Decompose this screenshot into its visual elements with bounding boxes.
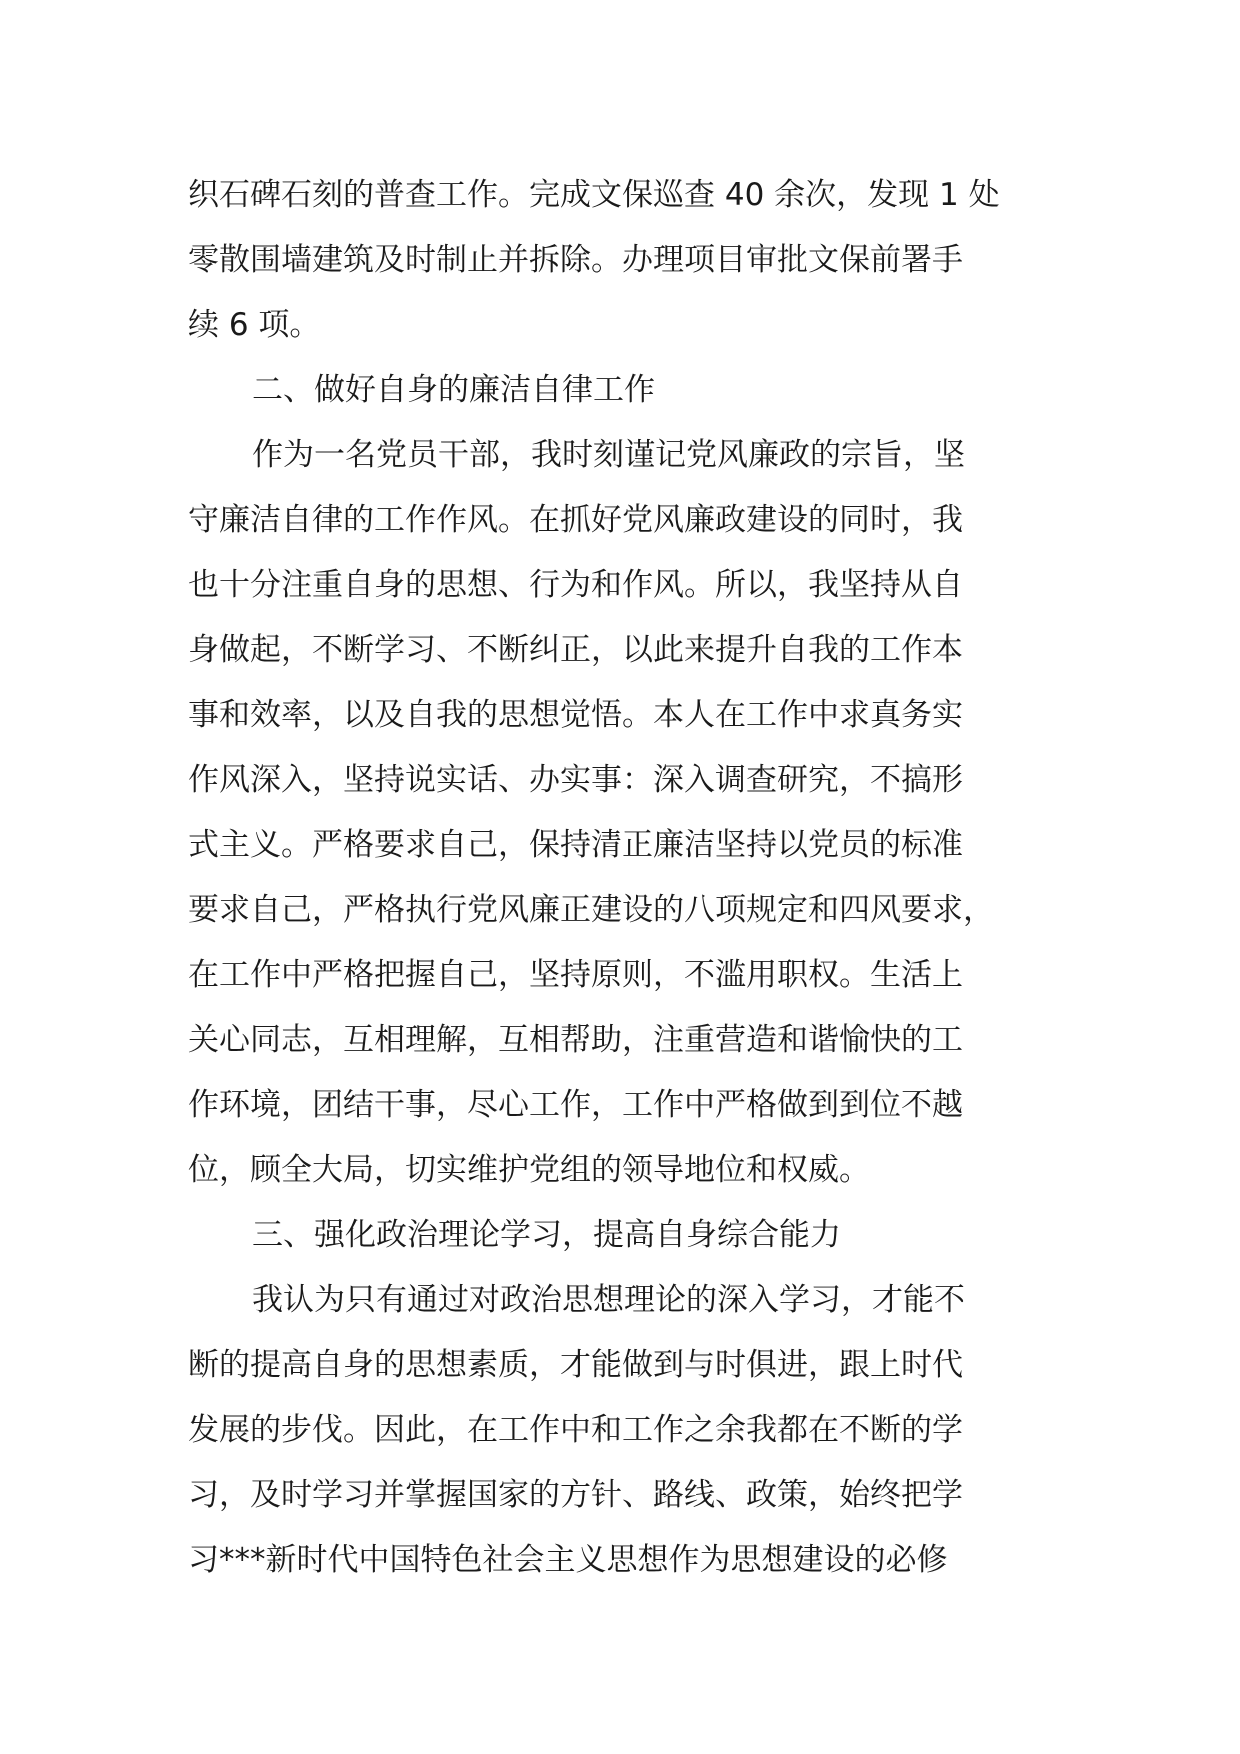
paragraph-start-line: 三、强化政治理论学习，提高自身综合能力 xyxy=(252,1217,841,1253)
text-line: 织石碑石刻的普查工作。完成文保巡查 40 余次，发现 1 处 xyxy=(188,177,1000,213)
text-line: 作风深入，坚持说实话、办实事：深入调查研究，不搞形 xyxy=(188,762,963,798)
text-line: 在工作中严格把握自己，坚持原则，不滥用职权。生活上 xyxy=(188,957,963,993)
text-line: 习，及时学习并掌握国家的方针、路线、政策，始终把学 xyxy=(188,1477,963,1513)
text-line: 习***新时代中国特色社会主义思想作为思想建设的必修 xyxy=(188,1542,948,1578)
text-line: 续 6 项。 xyxy=(188,307,321,343)
text-line: 身做起，不断学习、不断纠正，以此来提升自我的工作本 xyxy=(188,632,963,668)
paragraph-start-line: 二、做好自身的廉洁自律工作 xyxy=(252,372,655,408)
paragraph-start-line: 我认为只有通过对政治思想理论的深入学习，才能不 xyxy=(252,1282,965,1318)
text-line: 事和效率，以及自我的思想觉悟。本人在工作中求真务实 xyxy=(188,697,963,733)
text-line: 也十分注重自身的思想、行为和作风。所以，我坚持从自 xyxy=(188,567,963,603)
text-line: 式主义。严格要求自己，保持清正廉洁坚持以党员的标准 xyxy=(188,827,963,863)
text-line: 断的提高自身的思想素质，才能做到与时俱进，跟上时代 xyxy=(188,1347,963,1383)
document-body xyxy=(188,163,1088,1593)
text-line: 要求自己，严格执行党风廉正建设的八项规定和四风要求， xyxy=(188,892,994,928)
text-line: 守廉洁自律的工作作风。在抓好党风廉政建设的同时，我 xyxy=(188,502,963,538)
text-line: 作环境，团结干事，尽心工作，工作中严格做到到位不越 xyxy=(188,1087,963,1123)
text-line: 零散围墙建筑及时制止并拆除。办理项目审批文保前署手 xyxy=(188,242,963,278)
text-line: 发展的步伐。因此，在工作中和工作之余我都在不断的学 xyxy=(188,1412,963,1448)
text-line: 位，顾全大局，切实维护党组的领导地位和权威。 xyxy=(188,1152,870,1188)
text-line: 关心同志，互相理解，互相帮助，注重营造和谐愉快的工 xyxy=(188,1022,963,1058)
paragraph-start-line: 作为一名党员干部，我时刻谨记党风廉政的宗旨，坚 xyxy=(252,437,965,473)
